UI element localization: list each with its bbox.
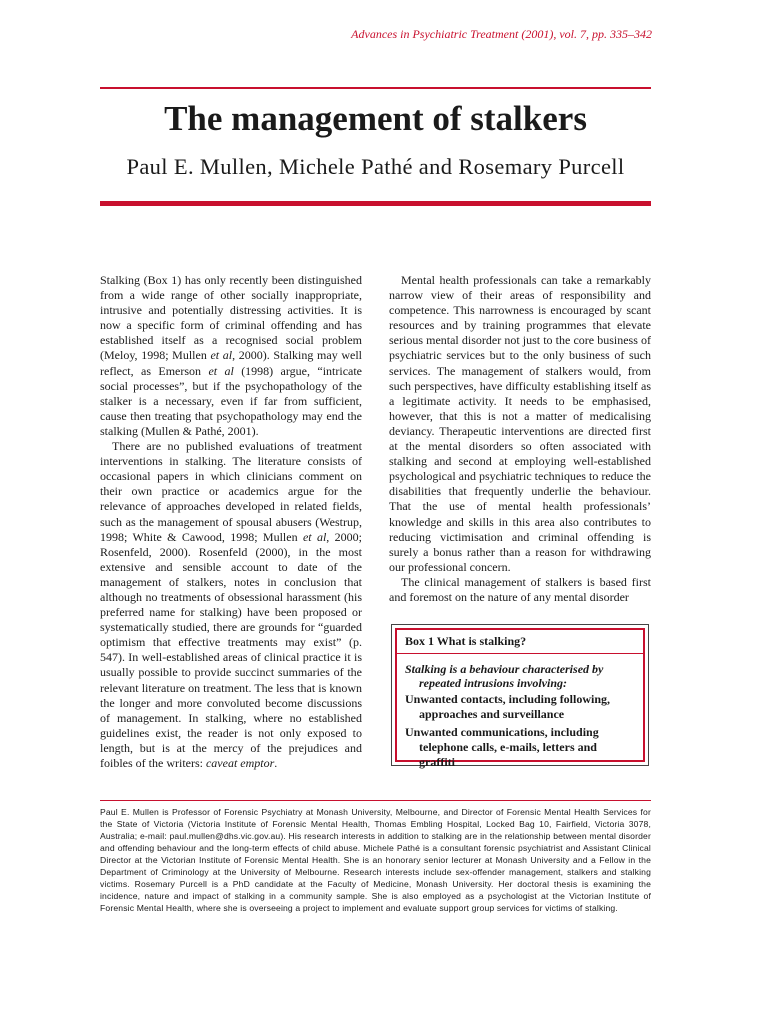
- box-what-is-stalking: [391, 624, 649, 769]
- box-list-item: Unwanted contacts, including following, approaches and surveillance: [405, 692, 611, 721]
- right-column: [389, 273, 651, 605]
- paragraph: Mental health professionals can take a remarkably narrow view of their areas of responsibility and competence. This narrowness is encouraged by scant resources and by training programmes that elevate serious mental disorder not just to the core business of psychiatric services but to the only business of such services. The management of stalkers would, from such perspectives, have difficulty establishing itself as a legitimate activity. It needs to be emphasised, however, that this is not a matter of medicalising deviancy. Therapeutic interventions are directed first at the mental disorders so often associated with stalking and second at employing well-established psychological and psychiatric techniques to reduce the disabilities that frequently underlie the behaviour. That the use of mental health professionals’ knowledge and skills in this area also contributes to reducing victimisation and criminal offending is surely a bonus rather than a reason for withdrawing our professional concern.: [389, 273, 651, 574]
- article-title: The management of stalkers: [164, 99, 587, 138]
- journal-citation: Advances in Psychiatric Treatment (2001), vol. 7, pp. 335–342: [351, 27, 652, 41]
- paragraph: There are no published evaluations of treatment interventions in stalking. The literature consists of occasional papers in which clinicians comment on their own practice or academics argue for the relevance of approaches developed in related fields, such as the management of spousal abusers (Westrup, 1998; White & Cawood, 1998; Mullen et al, 2000; Rosenfeld, 2000). Rosenfeld (2000), in the most extensive and sensible account to date of the management of stalkers, notes in conclusion that although no treatments of obsessional harassment (his preferred name for stalking) have been proposed or systematically studied, there are grounds for “guarded optimism that effective treatments may exist” (p. 547). In well-established areas of clinical practice it is usually possible to provide succinct summaries of the relevant literature on treatment. The less that is known the longer and more convoluted become discussions of management. In stalking, where no established guidelines exist, the reader is not only exposed to length, but is at the mercy of the prejudices and foibles of the writers: caveat emptor.: [100, 439, 362, 770]
- author-footnote: Paul E. Mullen is Professor of Forensic Psychiatry at Monash University, Melbourne, and Director of Forensic Mental Health Services for the State of Victoria (Victoria Institute of Forensic Mental Health, Thomas Embling Hospital, Locked Bag 10, Fairfield, Victoria 3078, Australia; e-mail: paul.mullen@dhs.vic.gov.au). His research interests in addition to stalking are in the relationship between mental disorder and offending behaviour and the long-term effects of child abuse. Michele Pathé is a consultant forensic psychiatrist and Assistant Clinical Director at the Victorian Institute of Forensic Mental Health. She is an honorary senior lecturer at Monash University and a Fellow in the Department of Criminology at the University of Melbourne. Research interests include sex-offender management, stalkers and stalking victims. Rosemary Purcell is a PhD candidate at the Faculty of Medicine, Monash University. Her doctoral thesis is examining the incidence, nature and impact of stalking in a community sample. She is also employed as a psychologist at the Victorian Institute of Forensic Mental Health, where she is overseeing a project to implement and evaluate support group services for victims of stalking.: [100, 807, 651, 913]
- box-list-item: Unwanted communications, including telephone calls, e-mails, letters and graffiti: [405, 725, 599, 769]
- left-column: [100, 273, 362, 771]
- title-rule: [100, 201, 651, 206]
- box-intro: Stalking is a behaviour characterised by repeated intrusions involving:: [405, 662, 604, 690]
- footnote-rule: [100, 800, 651, 801]
- box-title: Box 1 What is stalking?: [397, 634, 643, 654]
- paragraph: Stalking (Box 1) has only recently been distinguished from a wide range of other socially inappropriate, intrusive and potentially distressing activities. It is now a specific form of criminal offending and has established itself as a recognised social problem (Meloy, 1998; Mullen et al, 2000). Stalking may well reflect, as Emerson et al (1998) argue, “intricate social processes”, but if the psychopathology of the stalker is a necessary, even if far from sufficient, cause then treating that psychopathology may end the stalking (Mullen & Pathé, 2001).: [100, 273, 363, 438]
- top-rule: [100, 87, 651, 89]
- box-inner: [395, 628, 645, 769]
- paragraph: The clinical management of stalkers is based first and foremost on the nature of any mental disorder: [389, 574, 651, 604]
- author-list: Paul E. Mullen, Michele Pathé and Rosemary Purcell: [126, 154, 625, 179]
